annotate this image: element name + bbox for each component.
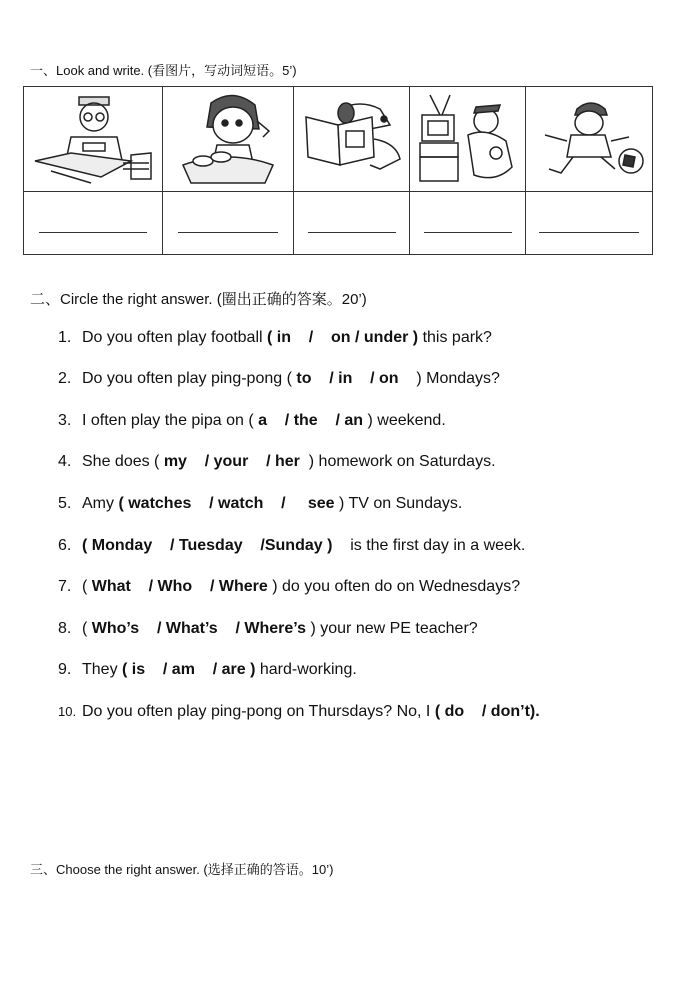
answer-options[interactable]: What / Who / Where — [91, 578, 268, 595]
answer-blank-2[interactable] — [163, 192, 294, 255]
section3-title: 三、Choose the right answer. (选择正确的答语。10’) — [30, 862, 334, 877]
boy-doing-homework-icon — [31, 91, 155, 187]
question-4: 4. She does ( my / your / her ) homework on Saturdays. — [58, 453, 496, 470]
section1-title: 一、Look and write. (看图片，写动词短语。5’) — [30, 63, 297, 78]
question-3: 3. I often play the pipa on ( a / the / an ) weekend. — [58, 412, 446, 429]
answer-options[interactable]: my / your / her — [163, 453, 300, 470]
answer-options[interactable]: ( in / on / under ) — [267, 329, 419, 346]
dog-reading-book-icon — [300, 99, 404, 179]
answer-options[interactable]: to / in / on — [296, 370, 399, 387]
boy-watching-tv-icon — [416, 91, 520, 187]
girl-washing-clothes-icon — [173, 91, 283, 187]
answer-blank-4[interactable] — [410, 192, 526, 255]
question-6: 6. ( Monday / Tuesday /Sunday ) is the first day in a week. — [58, 537, 526, 554]
picture-table — [23, 86, 653, 255]
answer-options[interactable]: ( watches / watch / see — [118, 495, 335, 512]
question-10: 10. Do you often play ping-pong on Thursdays? No, I ( do / don’t). — [58, 703, 540, 720]
answer-options[interactable]: ( Monday / Tuesday /Sunday ) — [82, 537, 333, 554]
boy-playing-football-icon — [531, 99, 647, 179]
answer-blank-5[interactable] — [526, 192, 653, 255]
question-9: 9. They ( is / am / are ) hard-working. — [58, 661, 357, 678]
question-8: 8. ( Who’s / What’s / Where’s ) your new PE teacher? — [58, 620, 478, 637]
picture-cell-4 — [410, 87, 526, 192]
answer-options[interactable]: Who’s / What’s / Where’s — [91, 620, 307, 637]
question-7: 7. ( What / Who / Where ) do you often do on Wednesdays? — [58, 578, 521, 595]
answer-options[interactable]: ( is / am / are ) — [122, 661, 256, 678]
picture-cell-3 — [294, 87, 410, 192]
section2-title: 二、Circle the right answer. (圈出正确的答案。20’) — [30, 291, 367, 308]
picture-cell-5 — [526, 87, 653, 192]
picture-cell-1 — [24, 87, 163, 192]
answer-blank-3[interactable] — [294, 192, 410, 255]
picture-cell-2 — [163, 87, 294, 192]
answer-options[interactable]: a / the / an — [258, 412, 364, 429]
answer-options[interactable]: ( do / don’t). — [434, 703, 540, 720]
answer-blank-1[interactable] — [24, 192, 163, 255]
question-1: 1. Do you often play football ( in / on / under ) this park? — [58, 329, 492, 346]
question-2: 2. Do you often play ping-pong ( to / in / on ) Mondays? — [58, 370, 500, 387]
question-5: 5. Amy ( watches / watch / see ) TV on Sundays. — [58, 495, 463, 512]
